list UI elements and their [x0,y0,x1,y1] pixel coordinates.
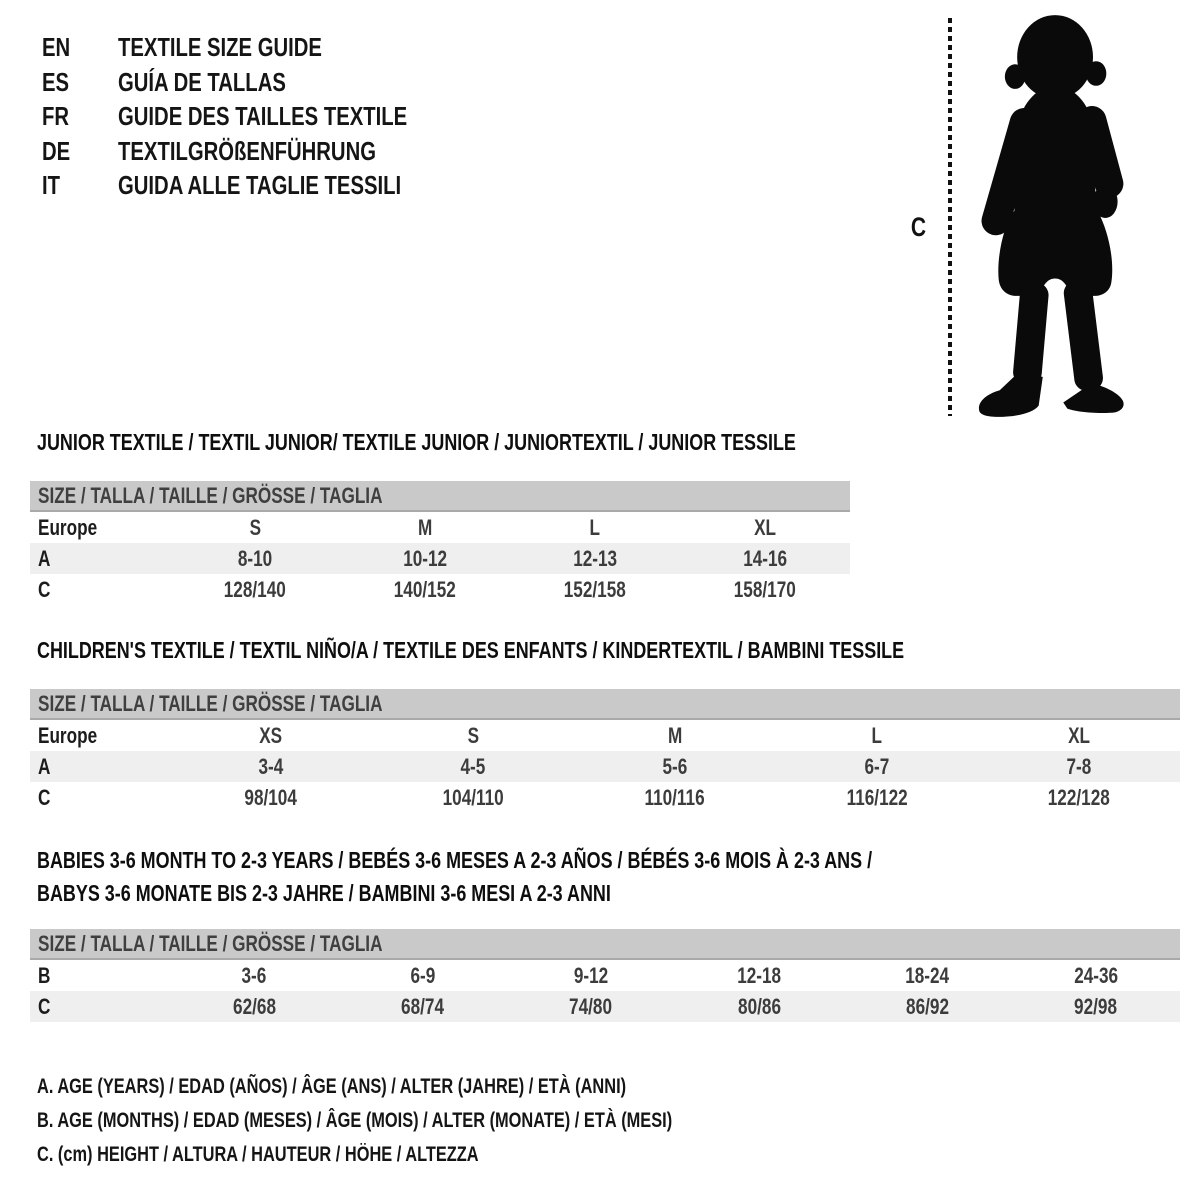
language-row [42,99,489,134]
value-cell [507,991,675,1022]
value-cell-text: 74/80 [569,994,613,1019]
value-cell-text: 86/92 [906,994,949,1019]
section-title: BABYS 3-6 MONATE BIS 2-3 JAHRE / BAMBINI 3-6 MESI A 2-3 ANNI [37,880,611,906]
col-header-size [170,720,372,751]
col-header-size [680,512,850,543]
value-cell [507,960,675,991]
value-cell-text: 104/110 [442,785,504,810]
col-header-size [574,720,776,751]
section-children [30,638,1180,813]
language-row [42,30,489,65]
value-cell-text: 24-36 [1073,963,1118,988]
value-cell-text: 128/140 [223,577,287,602]
language-code: DE [42,135,71,166]
value-cell [372,782,574,813]
row-label [30,782,170,813]
language-label: GUÍA DE TALLAS [118,66,286,97]
value-cell [574,782,776,813]
section-title: JUNIOR TEXTILE / TEXTIL JUNIOR/ TEXTILE JUNIOR / JUNIORTEXTIL / JUNIOR TESSILE [37,429,796,455]
value-cell [675,960,843,991]
value-cell [340,574,510,605]
section-babies [30,844,1180,1022]
value-cell-text: 12-18 [737,963,782,988]
junior-size-table [30,481,850,605]
size-header-bar: SIZE / TALLA / TAILLE / GRÖSSE / TAGLIA [38,483,383,508]
value-cell-text: 116/122 [846,785,908,810]
value-cell [170,782,372,813]
row-label-text: A [38,754,51,779]
language-label: TEXTILGRÖßENFÜHRUNG [118,135,376,166]
col-header-size-text: L [871,723,883,748]
col-header-size-text: XL [1068,723,1090,748]
babies-size-table [30,929,1180,1022]
value-cell-text: 4-5 [460,754,486,779]
value-cell [978,751,1180,782]
value-cell-text: 68/74 [401,994,444,1019]
col-header-size-text: M [417,515,433,540]
language-code: ES [42,66,70,97]
row-label [30,960,170,991]
value-cell [170,751,372,782]
row-label [30,543,170,574]
value-cell-text: 152/158 [563,577,627,602]
section-title: BABIES 3-6 MONTH TO 2-3 YEARS / BEBÉS 3-6 MESES A 2-3 AÑOS / BÉBÉS 3-6 MOIS À 2-3 ANS / [37,847,873,873]
col-header-size-text: M [667,723,683,748]
footnote-line-c: C. (cm) HEIGHT / ALTURA / HAUTEUR / HÖHE / ALTEZZA [37,1143,479,1166]
col-header-size [776,720,978,751]
children-size-table [30,689,1180,813]
value-cell-text: 98/104 [244,785,298,810]
value-cell [510,543,680,574]
value-cell-text: 14-16 [743,546,787,571]
row-label [30,751,170,782]
value-cell-text: 10-12 [403,546,447,571]
value-cell [170,991,338,1022]
value-cell [372,751,574,782]
language-row [42,134,489,169]
value-cell-text: 110/116 [644,785,706,810]
footnote-line-b: B. AGE (MONTHS) / EDAD (MESES) / ÂGE (MOIS) / ALTER (MONATE) / ETÀ (MESI) [37,1109,673,1132]
children-table-grid [30,720,1180,813]
language-row [42,65,489,100]
language-row [42,168,489,203]
value-cell [170,960,338,991]
footnote-line-a: A. AGE (YEARS) / EDAD (AÑOS) / ÂGE (ANS) / ALTER (JAHRE) / ETÀ (ANNI) [37,1075,627,1098]
value-cell [340,543,510,574]
col-header-size [340,512,510,543]
value-cell [680,574,850,605]
value-cell [680,543,850,574]
value-cell [1012,960,1180,991]
language-label: GUIDA ALLE TAGLIE TESSILI [118,170,402,200]
language-code: FR [42,101,70,131]
value-cell-text: 158/170 [733,577,797,602]
value-cell [338,991,506,1022]
col-header-size [170,512,340,543]
row-label-text: A [38,546,51,571]
section-title: CHILDREN'S TEXTILE / TEXTIL NIÑO/A / TEXTILE DES ENFANTS / KINDERTEXTIL / BAMBINI TESSILE [37,637,905,663]
value-cell-text: 8-10 [237,546,273,571]
toddler-silhouette-icon [962,12,1142,422]
babies-table-grid [30,960,1180,1022]
value-cell [170,543,340,574]
value-cell-text: 6-7 [864,754,890,779]
col-header-size-text: XS [259,723,283,748]
value-cell [843,991,1011,1022]
col-header-size-text: XL [754,515,776,540]
language-code: EN [42,32,71,62]
row-label-text: C [38,994,51,1019]
height-measure-line [948,18,952,416]
col-header-size [510,512,680,543]
value-cell [978,782,1180,813]
value-cell-text: 12-13 [573,546,617,571]
value-cell-text: 92/98 [1074,994,1118,1019]
row-label [30,991,170,1022]
language-label: TEXTILE SIZE GUIDE [118,32,322,62]
row-label-text: C [38,577,51,602]
value-cell-text: 18-24 [905,963,950,988]
size-header-bar: SIZE / TALLA / TAILLE / GRÖSSE / TAGLIA [38,931,383,956]
value-cell [776,782,978,813]
value-cell [170,574,340,605]
height-figure [900,0,1200,440]
language-code: IT [42,170,61,200]
value-cell [776,751,978,782]
legend-footnotes [30,1070,851,1172]
col-header-region-label-text: Europe [38,723,98,748]
col-header-region-label [30,512,170,543]
row-label [30,574,170,605]
value-cell-text: 3-4 [258,754,284,779]
col-header-size [978,720,1180,751]
section-junior [30,430,850,605]
col-header-region-label [30,720,170,751]
value-cell [510,574,680,605]
language-title-list [42,30,489,203]
value-cell [675,991,843,1022]
col-header-size [372,720,574,751]
value-cell-text: 80/86 [737,994,781,1019]
junior-table-grid [30,512,850,605]
value-cell [338,960,506,991]
value-cell [574,751,776,782]
col-header-size-text: S [467,723,479,748]
value-cell-text: 5-6 [662,754,688,779]
value-cell-text: 7-8 [1066,754,1092,779]
col-header-region-label-text: Europe [38,515,98,540]
col-header-size-text: S [249,515,261,540]
size-header-bar: SIZE / TALLA / TAILLE / GRÖSSE / TAGLIA [38,691,383,716]
col-header-size-text: L [589,515,601,540]
value-cell-text: 9-12 [573,963,608,988]
value-cell [1012,991,1180,1022]
value-cell-text: 6-9 [410,963,435,988]
value-cell-text: 140/152 [393,577,457,602]
row-label-text: C [38,785,51,810]
language-label: GUIDE DES TAILLES TEXTILE [118,101,408,131]
measure-label-c: C [910,212,927,242]
value-cell [843,960,1011,991]
row-label-text: B [38,963,51,988]
value-cell-text: 3-6 [241,963,267,988]
value-cell-text: 122/128 [1047,785,1111,810]
value-cell-text: 62/68 [232,994,276,1019]
